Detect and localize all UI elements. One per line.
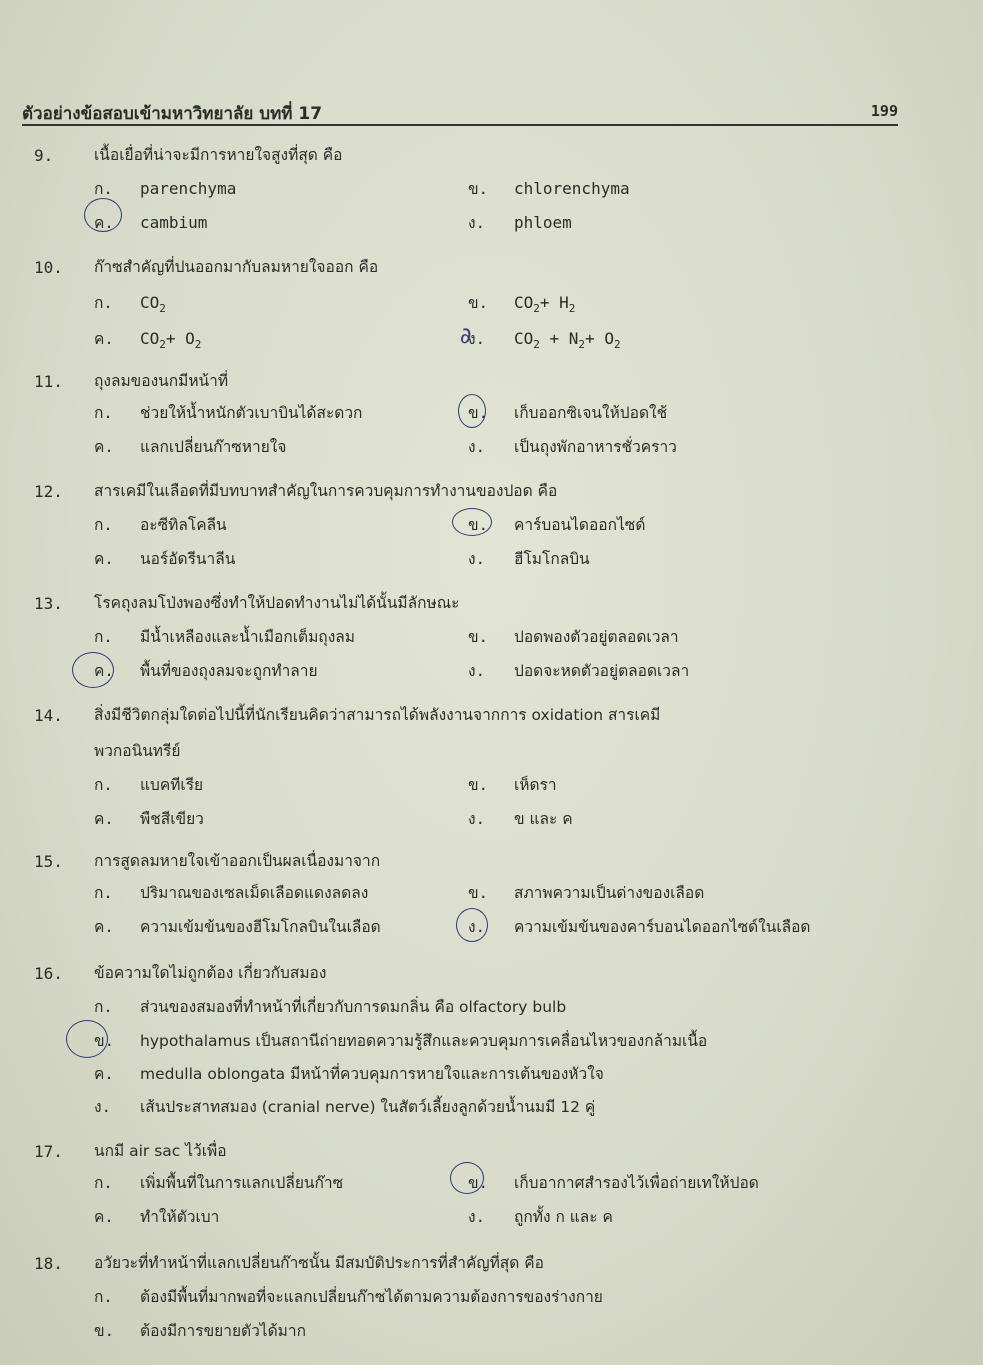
answer-circle-mark	[450, 1162, 484, 1194]
question-stem: สิ่งมีชีวิตกลุ่มใดต่อไปนี้ที่นักเรียนคิดว่าสามารถได้พลังงานจากการ oxidation สารเคมี	[94, 706, 661, 724]
option-c: ค. ความเข้มข้นของฮีโมโกลบินในเลือด	[94, 918, 381, 936]
option-d: ง. phloem	[468, 213, 572, 232]
question-number: 9.	[34, 146, 54, 165]
question-number: 11.	[34, 372, 63, 391]
option-a: ก. เพิ่มพื้นที่ในการแลกเปลี่ยนก๊าซ	[94, 1174, 344, 1192]
answer-circle-mark	[456, 908, 488, 942]
option-c: ค. พืชสีเขียว	[94, 810, 204, 828]
option-c: ค. แลกเปลี่ยนก๊าซหายใจ	[94, 438, 287, 456]
option-b: ข. $CO_2+ H_2$	[468, 293, 576, 316]
answer-circle-mark	[66, 1020, 108, 1058]
option-a: ก. แบคทีเรีย	[94, 776, 204, 794]
option-b: ข. คาร์บอนไดออกไซด์	[468, 516, 646, 534]
option-b: ข. เก็บอากาศสำรองไว้เพื่อถ่ายเทให้ปอด	[468, 1174, 759, 1192]
option-a: ก. ต้องมีพื้นที่มากพอที่จะแลกเปลี่ยนก๊าซได้ตามความต้องการของร่างกาย	[94, 1288, 603, 1306]
option-a: ก. ปริมาณของเซลเม็ดเลือดแดงลดลง	[94, 884, 369, 902]
question-number: 17.	[34, 1142, 63, 1161]
answer-circle-mark	[458, 394, 486, 428]
question-stem: สารเคมีในเลือดที่มีบทบาทสำคัญในการควบคุมการทำงานของปอด คือ	[94, 482, 558, 500]
question-stem: ก๊าซสำคัญที่ปนออกมากับลมหายใจออก คือ	[94, 258, 379, 276]
question-number: 16.	[34, 964, 63, 983]
question-stem: เนื้อเยื่อที่น่าจะมีการหายใจสูงที่สุด คือ	[94, 146, 343, 164]
option-a: ก. อะซีทิลโคลีน	[94, 516, 227, 534]
option-a: ก. มีน้ำเหลืองและน้ำเมือกเต็มถุงลม	[94, 628, 355, 646]
page-number: 199	[870, 102, 898, 120]
question-stem: โรคถุงลมโป่งพองซึ่งทำให้ปอดทำงานไม่ได้นั้นมีลักษณะ	[94, 594, 460, 612]
option-a: ก. parenchyma	[94, 179, 237, 198]
question-stem: อวัยวะที่ทำหน้าที่แลกเปลี่ยนก๊าซนั้น มีสมบัติประการที่สำคัญที่สุด คือ	[94, 1254, 544, 1272]
question-stem-continued: พวกอนินทรีย์	[94, 742, 181, 760]
option-a: ก. ช่วยให้น้ำหนักตัวเบาบินได้สะดวก	[94, 404, 363, 422]
question-stem: ถุงลมของนกมีหน้าที่	[94, 372, 229, 390]
option-a: ก. ส่วนของสมองที่ทำหน้าที่เกี่ยวกับการดมกลิ่น คือ olfactory bulb	[94, 998, 567, 1016]
option-d: ง. ถูกทั้ง ก และ ค	[468, 1208, 613, 1226]
question-number: 18.	[34, 1254, 63, 1273]
option-b: ข. สภาพความเป็นด่างของเลือด	[468, 884, 705, 902]
answer-circle-mark	[452, 508, 492, 536]
question-number: 15.	[34, 852, 63, 871]
option-b: ข. เห็ดรา	[468, 776, 557, 794]
question-number: 12.	[34, 482, 63, 501]
option-c: ค. นอร์อัดรีนาลีน	[94, 550, 236, 568]
option-c: ค. medulla oblongata มีหน้าที่ควบคุมการหายใจและการเต้นของหัวใจ	[94, 1065, 604, 1083]
option-b: ข. ปอดพองตัวอยู่ตลอดเวลา	[468, 628, 679, 646]
option-b: ข. chlorenchyma	[468, 179, 630, 198]
option-c: ค. ทำให้ตัวเบา	[94, 1208, 220, 1226]
option-b: ข. เก็บออกซิเจนให้ปอดใช้	[468, 404, 668, 422]
option-d: ง. ปอดจะหดตัวอยู่ตลอดเวลา	[468, 662, 690, 680]
answer-circle-mark	[72, 652, 114, 688]
option-d: ง. $CO_2 + N_2+ O_2$	[468, 329, 621, 352]
option-c: ค. พื้นที่ของถุงลมจะถูกทำลาย	[94, 662, 318, 680]
option-b: ข. ต้องมีการขยายตัวได้มาก	[94, 1322, 306, 1340]
question-stem: การสูดลมหายใจเข้าออกเป็นผลเนื่องมาจาก	[94, 852, 381, 870]
question-number: 10.	[34, 258, 63, 277]
question-stem: ข้อความใดไม่ถูกต้อง เกี่ยวกับสมอง	[94, 964, 327, 982]
chapter-title: ตัวอย่างข้อสอบเข้ามหาวิทยาลัย บทที่ 17	[22, 104, 323, 124]
pen-mark-icon: ∂	[460, 324, 472, 349]
option-d: ง. เป็นถุงพักอาหารชั่วคราว	[468, 438, 677, 456]
option-c: ค. cambium	[94, 213, 208, 232]
question-number: 13.	[34, 594, 63, 613]
option-d: ง. ความเข้มข้นของคาร์บอนไดออกไซด์ในเลือด	[468, 918, 811, 936]
answer-circle-mark	[84, 198, 122, 232]
option-a: ก. $CO_2$	[94, 293, 166, 316]
option-c: ค. $CO_2+ O_2$	[94, 329, 202, 352]
option-d: ง. ฮีโมโกลบิน	[468, 550, 590, 568]
option-d: ง. เส้นประสาทสมอง (cranial nerve) ในสัตว์เลี้ยงลูกด้วยน้ำนมมี 12 คู่	[94, 1098, 596, 1116]
question-number: 14.	[34, 706, 63, 725]
option-b: ข. hypothalamus เป็นสถานีถ่ายทอดความรู้สึกและควบคุมการเคลื่อนไหวของกล้ามเนื้อ	[94, 1032, 708, 1050]
question-stem: นกมี air sac ไว้เพื่อ	[94, 1142, 227, 1160]
page-header	[22, 100, 898, 126]
option-d: ง. ข และ ค	[468, 810, 573, 828]
